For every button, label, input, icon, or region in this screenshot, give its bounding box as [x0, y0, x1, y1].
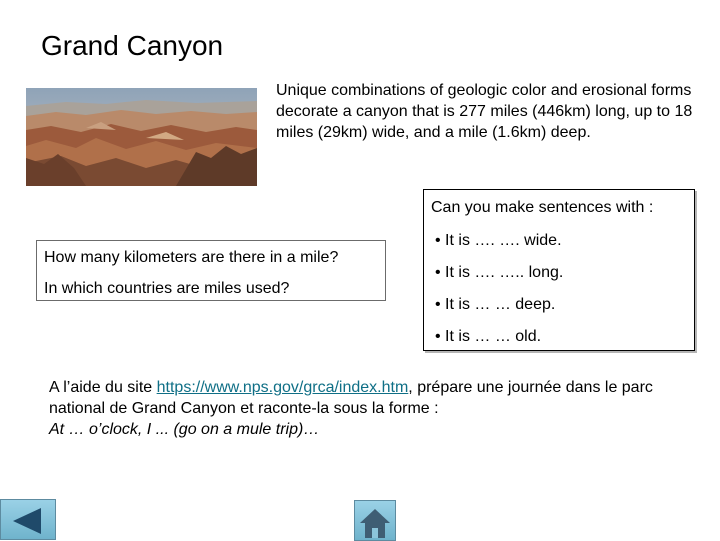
home-icon	[355, 501, 395, 541]
sentences-box	[423, 189, 695, 351]
sentence-item: • It is …. ….. long.	[435, 264, 564, 281]
intro-text: Unique combinations of geologic color and erosional forms decorate a canyon that is 277 miles (446km) long, up to 18 miles (29km) wide, and a mile (1.6km) deep.	[276, 82, 693, 141]
task-example: At … o’clock, I ... (go on a mule trip)…	[49, 421, 320, 438]
grand-canyon-photo	[26, 88, 257, 186]
nps-link[interactable]: https://www.nps.gov/grca/index.htm	[156, 379, 409, 396]
question-item: How many kilometers are there in a mile?	[44, 249, 339, 266]
back-button[interactable]	[0, 499, 56, 540]
sentence-item: • It is … … old.	[435, 328, 542, 345]
sentence-item: • It is …. …. wide.	[435, 232, 562, 249]
task-text	[49, 377, 709, 440]
sentences-heading: Can you make sentences with :	[431, 199, 654, 216]
task-prefix: A l’aide du site	[49, 379, 157, 396]
back-triangle-icon	[1, 500, 55, 539]
question-item: In which countries are miles used?	[44, 280, 290, 297]
sentences-list	[431, 231, 694, 346]
slide-title: Grand Canyon	[41, 30, 224, 61]
questions-box	[36, 240, 386, 301]
sentence-item: • It is … … deep.	[435, 296, 556, 313]
task-suffix: , prépare une journée dans le parc national de Grand Canyon et raconte-la sous la forme :	[49, 379, 653, 417]
home-button[interactable]	[354, 500, 396, 541]
